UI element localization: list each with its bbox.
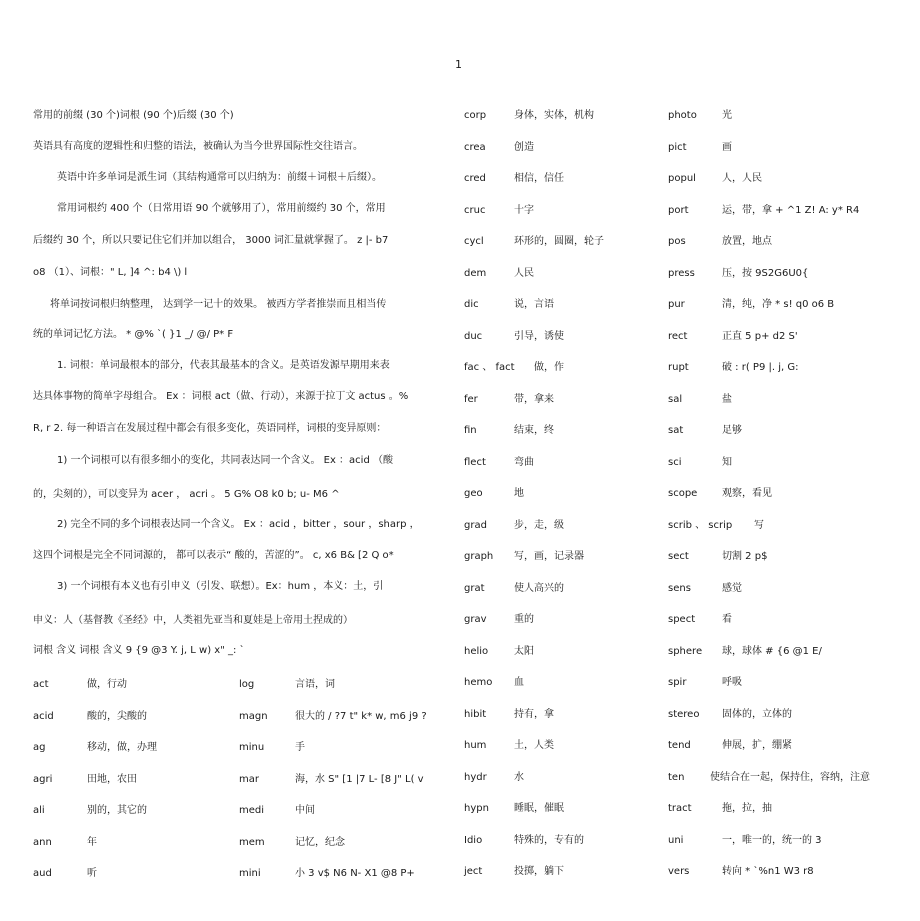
root-entry <box>33 738 157 770</box>
root-word: mar <box>239 773 259 785</box>
root-word: mini <box>239 868 261 879</box>
root-word: press <box>668 267 695 279</box>
root-word: popul <box>668 173 696 184</box>
root-entry <box>464 579 604 611</box>
intro-line: 1. 词根：单词最根本的部分，代表其最基本的含义。是英语发源早期用来表 <box>57 360 390 371</box>
page-number: 1 <box>455 58 462 71</box>
root-meaning: 海，水 S" [1 |7 L- [8 J" L( v <box>295 773 424 785</box>
root-meaning: 压，按 9S2G6U0{ <box>722 267 809 279</box>
root-meaning: 步，走，级 <box>514 519 564 531</box>
intro-line: 统的单词记忆方法。 * @% `( }1 _/ @/ P* F <box>33 329 234 340</box>
root-meaning: 言语，词 <box>295 679 335 690</box>
root-meaning: 年 <box>87 836 97 848</box>
root-meaning: 很大的 / ?7 t" k* w, m6 j9 ? <box>295 710 427 722</box>
root-meaning: 感觉 <box>722 582 742 594</box>
root-entry <box>668 736 870 768</box>
root-entry <box>464 327 604 359</box>
root-word: sci <box>668 456 682 468</box>
root-entry <box>464 295 604 327</box>
intro-line: o8 （1）、词根：" L, ]4 ^: b4 \) l <box>33 267 188 278</box>
root-word: helio <box>464 645 489 657</box>
root-entry <box>668 106 870 138</box>
intro-line: 英语具有高度的逻辑性和归整的语法，被确认为当今世界国际性交往语言。 <box>33 141 363 152</box>
root-meaning: 人民 <box>514 267 534 279</box>
root-entry <box>668 295 870 327</box>
root-meaning: 身体，实体，机构 <box>514 110 594 121</box>
root-entry <box>668 610 870 642</box>
root-word: sect <box>668 551 689 562</box>
root-word: ten <box>668 771 685 783</box>
root-meaning: 运，带，拿 + ^1 Z! A: y* R4 <box>722 204 860 216</box>
root-entry <box>33 833 157 865</box>
root-word: port <box>668 204 689 216</box>
root-word: graph <box>464 551 494 562</box>
root-meaning: 相信，信任 <box>514 173 564 184</box>
root-meaning: 球，球体 # {6 @1 E/ <box>722 645 822 657</box>
root-entry <box>464 642 604 674</box>
root-word: photo <box>668 110 697 121</box>
root-meaning: 足够 <box>722 425 742 436</box>
root-entry <box>668 862 870 894</box>
root-word: sal <box>668 393 683 405</box>
root-entry <box>464 138 604 170</box>
root-word: hydr <box>464 771 487 783</box>
root-entry <box>464 736 604 768</box>
root-meaning: 一，唯一的，统一的 3 <box>722 834 822 846</box>
root-word: ject <box>464 866 483 877</box>
intro-line: 申义：人（基督教《圣经》中，人类祖先亚当和夏娃是上帝用土捏成的） <box>33 615 353 626</box>
root-entry <box>239 801 427 833</box>
root-word: log <box>239 679 255 690</box>
root-entry <box>33 675 157 707</box>
root-entry <box>668 799 870 831</box>
root-entry <box>464 453 604 485</box>
root-entry <box>668 138 870 170</box>
root-meaning: 小 3 v$ N6 N- X1 @8 P+ <box>295 868 415 879</box>
root-meaning: 画 <box>722 141 732 153</box>
root-meaning: 切割 2 p$ <box>722 551 768 562</box>
root-entry <box>668 516 870 548</box>
root-meaning: 人，人民 <box>722 173 762 184</box>
root-word: hypn <box>464 803 489 814</box>
root-entry <box>464 547 604 579</box>
root-word: stereo <box>668 708 700 720</box>
root-entry <box>33 801 157 833</box>
root-meaning: 中间 <box>295 805 315 816</box>
root-meaning: 土，人类 <box>514 740 554 751</box>
root-word: tract <box>668 803 692 814</box>
root-meaning: 转向 * `%n1 W3 r8 <box>722 866 814 877</box>
root-meaning: 记忆，纪念 <box>295 836 345 848</box>
root-entry <box>668 327 870 359</box>
root-word: hemo <box>464 677 493 688</box>
root-word: sphere <box>668 645 703 657</box>
root-meaning: 持有，拿 <box>514 708 554 720</box>
root-word: corp <box>464 110 487 121</box>
root-meaning: 放置，地点 <box>722 236 772 247</box>
root-word: cruc <box>464 204 486 216</box>
root-word: agri <box>33 773 53 785</box>
root-entry <box>239 707 427 739</box>
root-column-1 <box>33 675 157 896</box>
root-entry <box>464 390 604 422</box>
root-entry <box>668 579 870 611</box>
root-meaning: 写，画，记录器 <box>514 551 584 562</box>
root-word: acid <box>33 710 54 722</box>
root-word: dic <box>464 299 479 310</box>
root-entry <box>668 453 870 485</box>
root-entry <box>668 169 870 201</box>
root-entry <box>464 799 604 831</box>
root-meaning: 重的 <box>514 614 534 625</box>
root-meaning: 特殊的，专有的 <box>514 834 584 846</box>
root-word: scope <box>668 488 698 499</box>
root-word: uni <box>668 834 684 846</box>
root-entry <box>668 642 870 674</box>
root-entry <box>668 547 870 579</box>
root-entry <box>33 707 157 739</box>
root-entry <box>464 201 604 233</box>
root-entry <box>668 705 870 737</box>
root-meaning: 血 <box>514 677 524 688</box>
root-entry <box>464 768 604 800</box>
root-entry <box>668 358 870 390</box>
root-word: dem <box>464 267 487 279</box>
root-meaning: 做，作 <box>534 362 564 373</box>
intro-line: 词根 含义 词根 含义 9 {9 @3 Y. j, L w) x" _: ` <box>33 645 245 656</box>
intro-line: 2) 完全不同的多个词根表达同一个含义。 Ex ：acid ，bitter ，sour ，sharp ， <box>57 519 420 530</box>
root-word: magn <box>239 710 268 722</box>
root-meaning: 正直 5 p+ d2 S' <box>722 330 798 342</box>
intro-line: 常用的前缀 (30 个)词根 (90 个)后缀 (30 个) <box>33 110 234 121</box>
root-meaning: 呼吸 <box>722 677 742 688</box>
intro-line: 的，尖刻的），可以变异为 acer ， acri 。 5 G% O8 k0 b; u- M6 ^ <box>33 489 340 500</box>
root-word: hum <box>464 740 487 751</box>
root-meaning: 带，拿来 <box>514 393 554 405</box>
root-column-2 <box>239 675 427 896</box>
root-word: duc <box>464 330 483 342</box>
root-meaning: 观察，看见 <box>722 488 772 499</box>
root-meaning: 光 <box>722 110 732 121</box>
root-meaning: 盐 <box>722 393 732 405</box>
root-meaning: 移动，做，办理 <box>87 742 157 753</box>
intro-line: 常用词根约 400 个（日常用语 90 个就够用了），常用前缀约 30 个，常用 <box>57 203 386 214</box>
root-meaning: 破 : r( P9 |. j, G: <box>722 362 799 373</box>
root-word: spir <box>668 677 687 688</box>
root-meaning: 投掷，躺下 <box>514 866 564 877</box>
root-meaning: 睡眠，催眠 <box>514 803 564 814</box>
root-meaning: 太阳 <box>514 645 534 657</box>
intro-line: 后缀约 30 个，所以只要记住它们并加以组合， 3000 词汇量就掌握了。 z |- b7 <box>33 235 389 246</box>
root-meaning: 使结合在一起，保持住，容纳，注意 <box>710 771 870 783</box>
root-meaning: 固体的，立体的 <box>722 708 792 720</box>
root-word: pict <box>668 141 687 153</box>
root-entry <box>464 862 604 894</box>
root-word: aud <box>33 868 52 879</box>
root-word: minu <box>239 742 265 753</box>
root-entry <box>668 390 870 422</box>
root-meaning: 做，行动 <box>87 679 127 690</box>
root-entry <box>668 673 870 705</box>
root-word: grad <box>464 519 487 531</box>
root-entry <box>33 864 157 896</box>
root-entry <box>464 673 604 705</box>
root-meaning: 知 <box>722 456 732 468</box>
root-word: ag <box>33 742 46 753</box>
root-word: fac 、 fact <box>464 362 515 373</box>
intro-line: 3) 一个词根有本义也有引申义（引发、联想）。Ex：hum ，本义：土，引 <box>57 581 384 592</box>
root-entry <box>464 421 604 453</box>
intro-line: 1) 一个词根可以有很多细小的变化，共同表达同一个含义。 Ex ：acid （酸 <box>57 455 393 466</box>
root-word: fin <box>464 425 477 436</box>
root-entry <box>668 232 870 264</box>
root-word: spect <box>668 614 696 625</box>
root-word: grav <box>464 614 487 625</box>
root-meaning: 环形的，圆圈，轮子 <box>514 236 604 247</box>
root-entry <box>464 484 604 516</box>
root-meaning: 看 <box>722 614 732 625</box>
root-meaning: 结束，终 <box>514 425 554 436</box>
root-entry <box>668 831 870 863</box>
root-entry <box>239 833 427 865</box>
intro-line: 将单词按词根归纳整理， 达到学一记十的效果。 被西方学者推崇而且相当传 <box>50 299 387 310</box>
root-word: mem <box>239 836 265 848</box>
root-word: hibit <box>464 708 487 720</box>
root-meaning: 创造 <box>514 141 534 153</box>
root-entry <box>33 770 157 802</box>
root-word: cred <box>464 173 486 184</box>
root-meaning: 别的，其它的 <box>87 805 147 816</box>
root-word: scrib 、 scrip <box>668 519 733 531</box>
root-entry <box>239 675 427 707</box>
root-entry <box>464 516 604 548</box>
root-word: pos <box>668 236 686 247</box>
root-word: geo <box>464 488 483 499</box>
root-word: flect <box>464 456 486 468</box>
root-entry <box>239 770 427 802</box>
root-word: act <box>33 679 49 690</box>
root-word: medi <box>239 805 265 816</box>
root-word: tend <box>668 740 691 751</box>
root-word: fer <box>464 393 478 405</box>
root-entry <box>668 421 870 453</box>
intro-line: 这四个词根是完全不同词源的， 都可以表示“ 酸的，苦涩的”。 c, x6 B& [2 Q o* <box>33 550 394 561</box>
root-word: sens <box>668 582 691 594</box>
root-word: pur <box>668 299 685 310</box>
root-meaning: 说，言语 <box>514 299 554 310</box>
root-entry <box>464 705 604 737</box>
root-entry <box>464 264 604 296</box>
root-meaning: 地 <box>514 488 524 499</box>
intro-line: 英语中许多单词是派生词（其结构通常可以归纳为：前缀＋词根＋后缀）。 <box>57 172 382 183</box>
root-meaning: 弯曲 <box>514 456 534 468</box>
intro-line: 达具体事物的简单字母组合。 Ex ：词根 act（做、行动），来源于拉丁文 actus 。% <box>33 391 409 402</box>
root-meaning: 听 <box>87 868 97 879</box>
root-entry <box>239 864 427 896</box>
root-word: rupt <box>668 362 689 373</box>
root-meaning: 清，纯，净 * s! q0 o6 B <box>722 299 835 310</box>
root-entry <box>464 169 604 201</box>
root-word: vers <box>668 866 690 877</box>
root-word: cycl <box>464 236 484 247</box>
root-entry <box>464 106 604 138</box>
root-meaning: 写 <box>754 519 764 531</box>
root-column-4 <box>668 106 870 894</box>
root-entry <box>668 264 870 296</box>
root-meaning: 手 <box>295 742 305 753</box>
root-meaning: 田地，农田 <box>87 773 137 785</box>
root-word: ann <box>33 836 52 848</box>
root-entry <box>668 484 870 516</box>
root-entry <box>668 201 870 233</box>
root-entry <box>464 610 604 642</box>
root-column-3 <box>464 106 604 894</box>
root-meaning: 引导，诱使 <box>514 330 564 342</box>
root-meaning: 水 <box>514 771 524 783</box>
root-word: ali <box>33 805 45 816</box>
root-entry <box>464 232 604 264</box>
intro-line: R, r 2. 每一种语言在发展过程中都会有很多变化，英语同样，词根的变异原则： <box>33 423 387 434</box>
root-entry <box>668 768 870 800</box>
root-word: sat <box>668 425 684 436</box>
root-meaning: 使人高兴的 <box>514 582 564 594</box>
root-word: grat <box>464 582 485 594</box>
root-entry <box>464 831 604 863</box>
root-word: Idio <box>464 834 483 846</box>
root-meaning: 十字 <box>514 204 534 216</box>
root-meaning: 酸的，尖酸的 <box>87 710 147 722</box>
root-word: crea <box>464 141 486 153</box>
root-meaning: 伸展，扩，绷紧 <box>722 740 792 751</box>
root-entry <box>464 358 604 390</box>
root-word: rect <box>668 330 688 342</box>
root-entry <box>239 738 427 770</box>
root-meaning: 拖，拉，抽 <box>722 803 772 814</box>
